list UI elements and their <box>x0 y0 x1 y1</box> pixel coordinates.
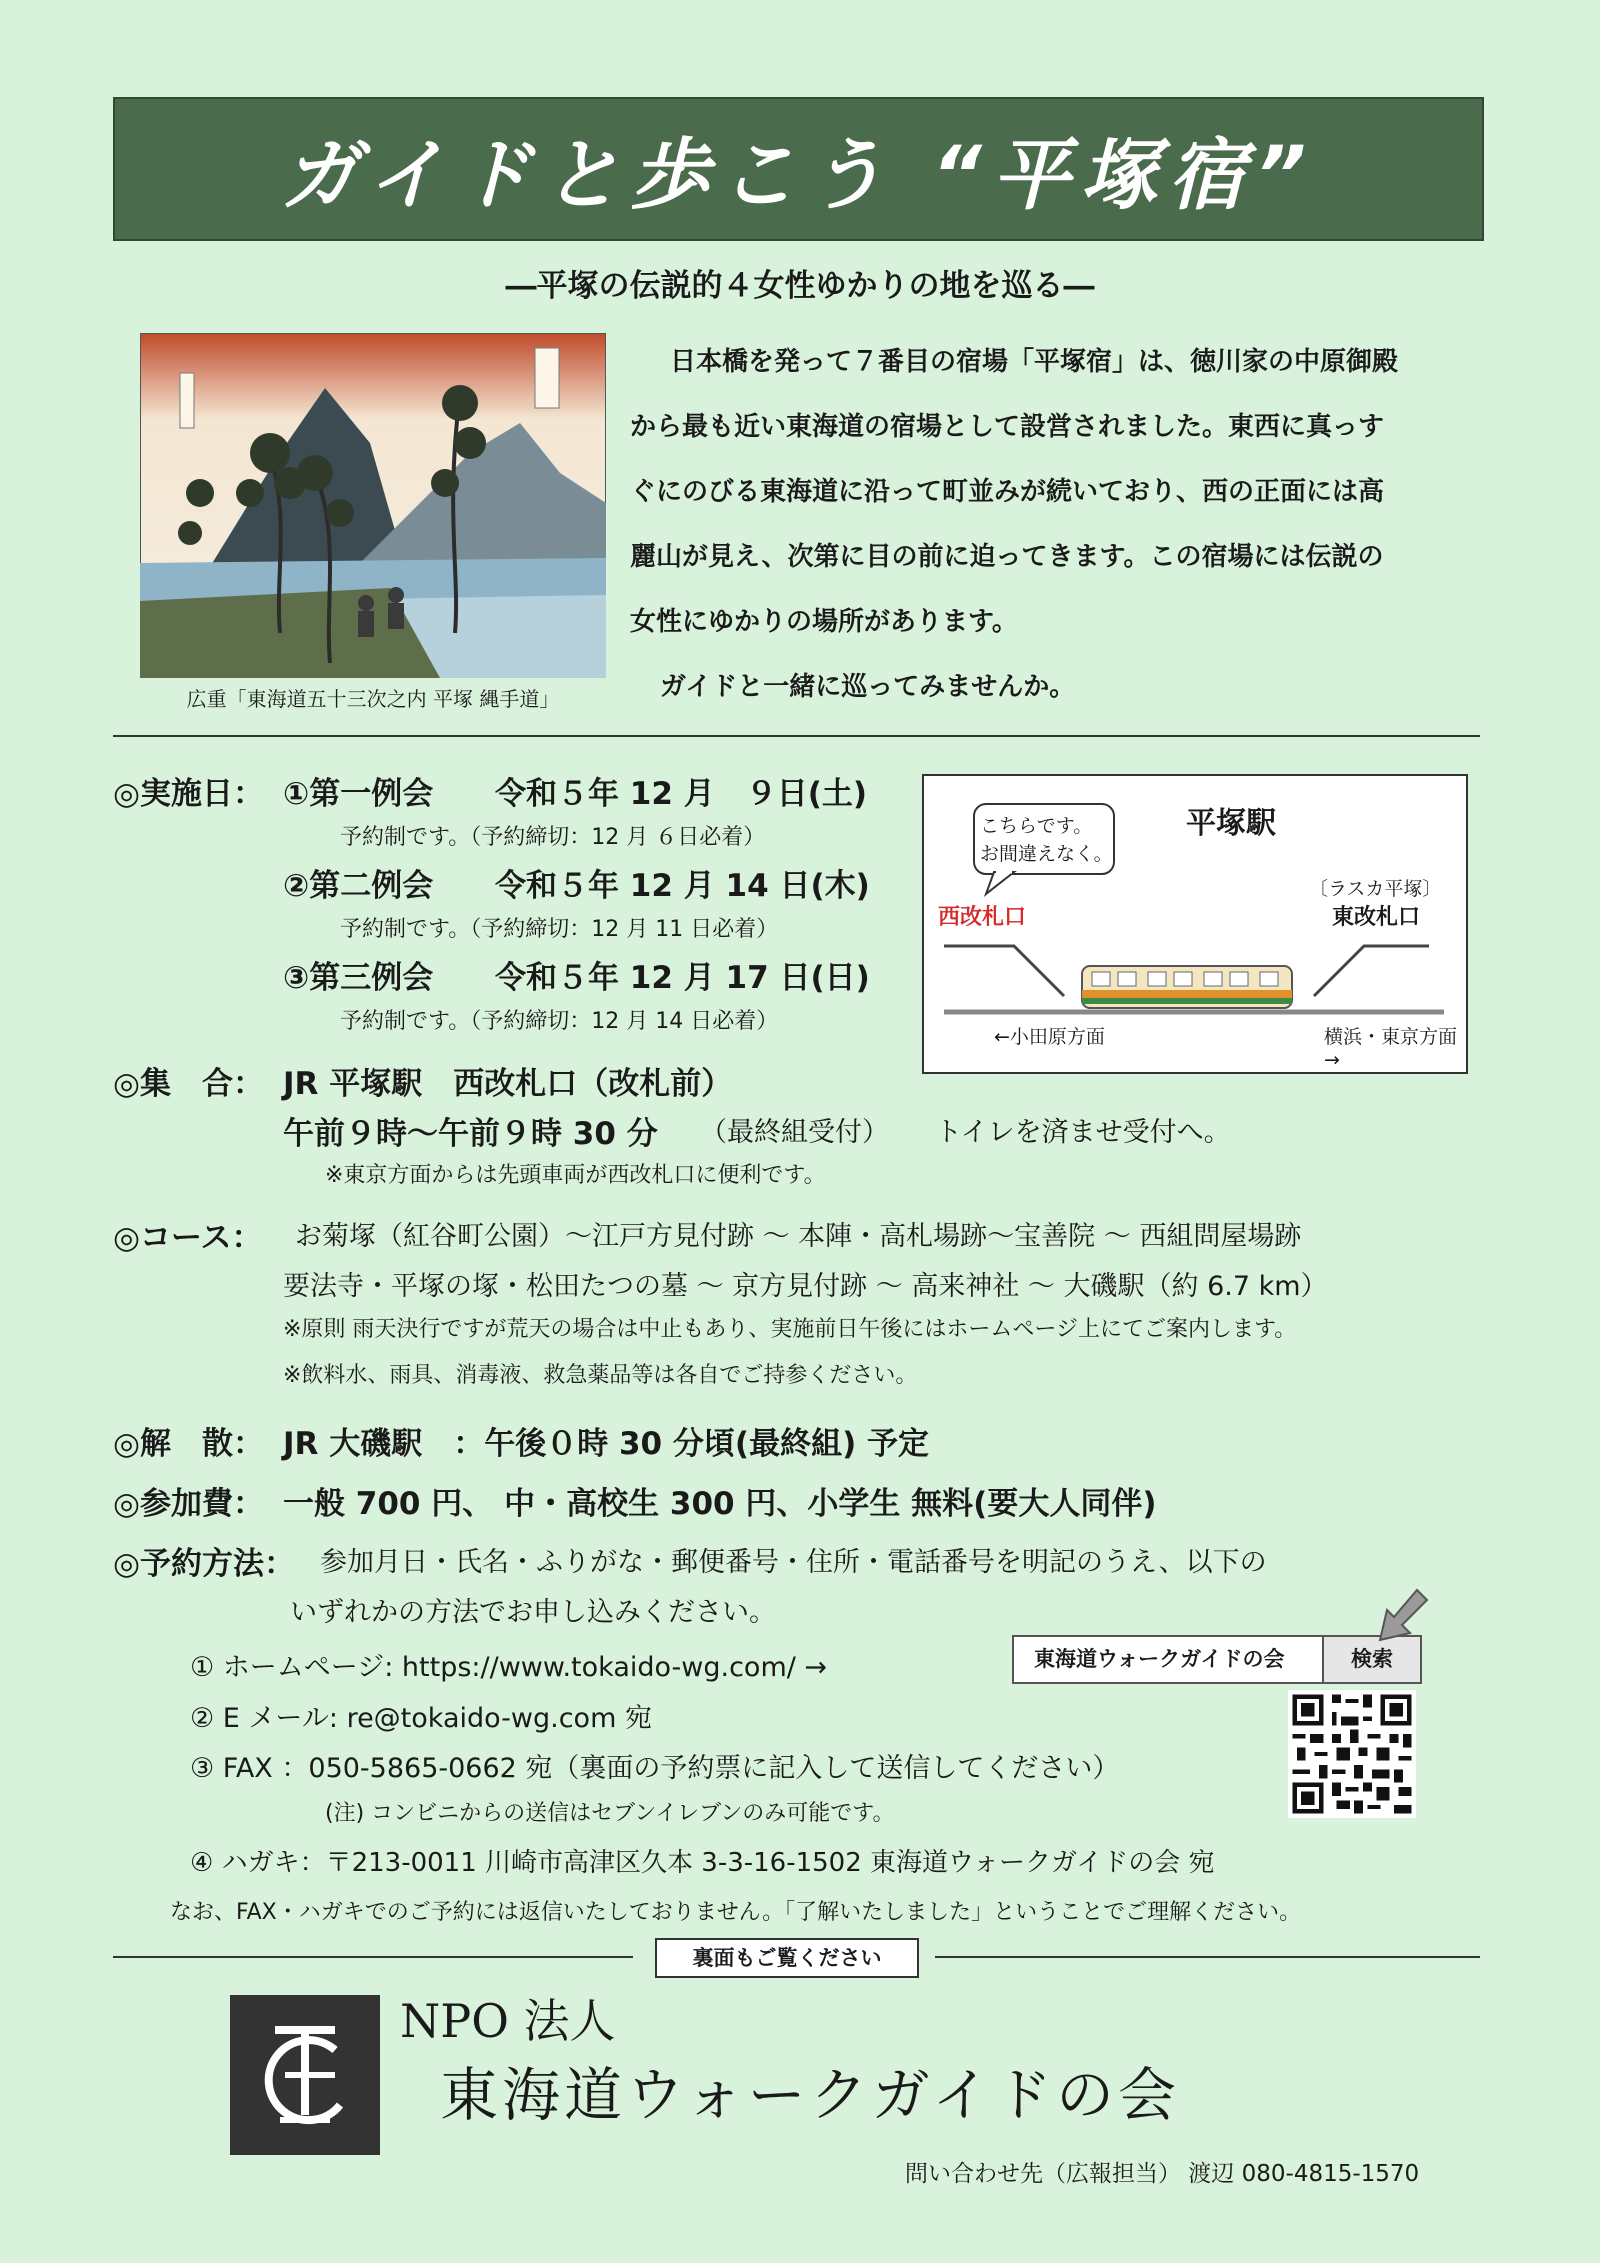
search-button[interactable]: 検索 <box>1324 1637 1420 1682</box>
course-line-2: 要法寺・平塚の塚・松田たつの墓 ～ 京方見付跡 ～ 高来神社 ～ 大磯駅（約 6.7 km） <box>283 1271 1328 1302</box>
org-type: NPO 法人 <box>400 1994 616 2048</box>
meeting-place: JR 平塚駅 西改札口（改札前） <box>283 1066 733 1102</box>
fee-text: 一般 700 円、 中・高校生 300 円、小学生 無料(要大人同伴) <box>283 1486 1157 1522</box>
toilet-note: トイレを済ませ受付へ。 <box>935 1117 1231 1148</box>
org-name: 東海道ウォークガイドの会 <box>440 2061 1180 2129</box>
meeting-note: ※東京方面からは先頭車両が西改札口に便利です。 <box>325 1163 826 1188</box>
east-gate-sublabel: 〔ラスカ平塚〕 <box>1309 878 1442 900</box>
reservation-email[interactable]: ② E メール: re@tokaido-wg.com 宛 <box>190 1703 652 1734</box>
course-note-2: ※飲料水、雨具、消毒液、救急薬品等は各自でご持参ください。 <box>283 1363 918 1388</box>
page-title: ガイドと歩こう “平塚宿” <box>113 97 1484 241</box>
subtitle: ―平塚の伝説的４女性ゆかりの地を巡る― <box>505 268 1095 304</box>
session-2-name: ②第二例会 <box>283 868 434 904</box>
search-query[interactable]: 東海道ウォークガイドの会 <box>1014 1637 1324 1682</box>
reservation-line-1: 参加月日・氏名・ふりがな・郵便番号・住所・電話番号を明記のうえ、以下の <box>320 1547 1267 1578</box>
session-3-date: 令和５年 12 月 17 日(日) <box>495 960 870 996</box>
session-1-date: 令和５年 12 月 ９日(土) <box>495 776 868 812</box>
search-box[interactable] <box>1012 1635 1422 1684</box>
contact-info: 問い合わせ先（広報担当） 渡辺 080-4815-1570 <box>905 2161 1420 2187</box>
direction-yokohama-tokyo: 横浜・東京方面→ <box>1324 1026 1458 1071</box>
intro-line: ぐにのびる東海道に沿って町並みが続いており、西の正面には高 <box>630 477 1385 507</box>
reservation-postcard: ④ ハガキ：〒213-0011 川崎市高津区久本 3-3-16-1502 東海道ウォークガイドの会 宛 <box>190 1848 1215 1878</box>
no-reply-note: なお、FAX・ハガキでのご予約には返信いたしておりません。「了解いたしました」ということでご理解ください。 <box>170 1900 1302 1925</box>
meeting-label: ◎集 合： <box>113 1066 265 1102</box>
meeting-time: 午前９時～午前９時 30 分 <box>283 1116 658 1152</box>
section-divider <box>113 735 1480 737</box>
meeting-time-note: （最終組受付） <box>700 1117 889 1148</box>
fee-label: ◎参加費： <box>113 1486 265 1522</box>
west-gate-label: 西改札口 <box>938 905 1027 930</box>
back-side-note: 裏面もご覧ください <box>655 1938 919 1978</box>
intro-line: 日本橋を発って７番目の宿場「平塚宿」は、徳川家の中原御殿 <box>670 347 1399 377</box>
intro-line: ガイドと一緒に巡ってみませんか。 <box>660 672 1076 702</box>
cursor-arrow-icon <box>1372 1585 1432 1645</box>
station-name: 平塚駅 <box>1186 806 1276 841</box>
dismiss-text: JR 大磯駅 ：午後０時 30 分頃(最終組) 予定 <box>283 1426 930 1462</box>
bubble-line-1: こちらです。 <box>980 815 1093 837</box>
hiroshige-woodblock-image <box>140 333 606 678</box>
bubble-line-2: お間違えなく。 <box>980 843 1113 865</box>
schedule-label: ◎実施日： <box>113 776 265 812</box>
session-3-name: ③第三例会 <box>283 960 434 996</box>
intro-paragraph <box>630 330 1490 720</box>
dismiss-label: ◎解 散： <box>113 1426 265 1462</box>
course-note-1: ※原則 雨天決行ですが荒天の場合は中止もあり、実施前日午後にはホームページ上にてご案内します。 <box>283 1317 1297 1342</box>
intro-line: 女性にゆかりの場所があります。 <box>630 607 1018 637</box>
intro-line: 麗山が見え、次第に目の前に迫ってきます。この宿場には伝説の <box>630 542 1384 572</box>
session-1-name: ①第一例会 <box>283 776 434 812</box>
session-2-note: 予約制です。（予約締切：12 月 11 日必着） <box>340 917 779 942</box>
session-2-date: 令和５年 12 月 14 日(木) <box>495 868 870 904</box>
reservation-line-2: いずれかの方法でお申し込みください。 <box>290 1597 776 1628</box>
qr-code-icon[interactable] <box>1288 1690 1416 1818</box>
station-map <box>922 774 1468 1074</box>
east-gate-label: 東改札口 <box>1332 905 1421 930</box>
intro-line: から最も近い東海道の宿場として設営されました。東西に真っす <box>630 412 1385 442</box>
reservation-fax: ③ FAX ：050-5865-0662 宛（裏面の予約票に記入して送信してください） <box>190 1753 1120 1784</box>
footer-divider-left <box>113 1956 633 1958</box>
course-line-1: お菊塚（紅谷町公園）～江戸方見付跡 ～ 本陣・高札場跡～宝善院 ～ 西組問屋場跡 <box>295 1221 1302 1252</box>
footer-divider-right <box>935 1956 1480 1958</box>
reservation-homepage[interactable]: ① ホームページ: https://www.tokaido-wg.com/ → <box>190 1652 828 1683</box>
session-3-note: 予約制です。（予約締切：12 月 14 日必着） <box>340 1009 779 1034</box>
image-caption: 広重「東海道五十三次之内 平塚 縄手道」 <box>186 687 560 711</box>
fax-note: (注) コンビニからの送信はセブンイレブンのみ可能です。 <box>325 1801 895 1826</box>
speech-bubble <box>980 812 1113 868</box>
reservation-label: ◎予約方法： <box>113 1546 296 1582</box>
course-label: ◎コース： <box>113 1220 263 1256</box>
session-1-note: 予約制です。（予約締切：12 月 ６日必着） <box>340 825 766 850</box>
direction-odawara: ←小田原方面 <box>994 1026 1105 1048</box>
organization-logo-icon <box>230 1995 380 2155</box>
